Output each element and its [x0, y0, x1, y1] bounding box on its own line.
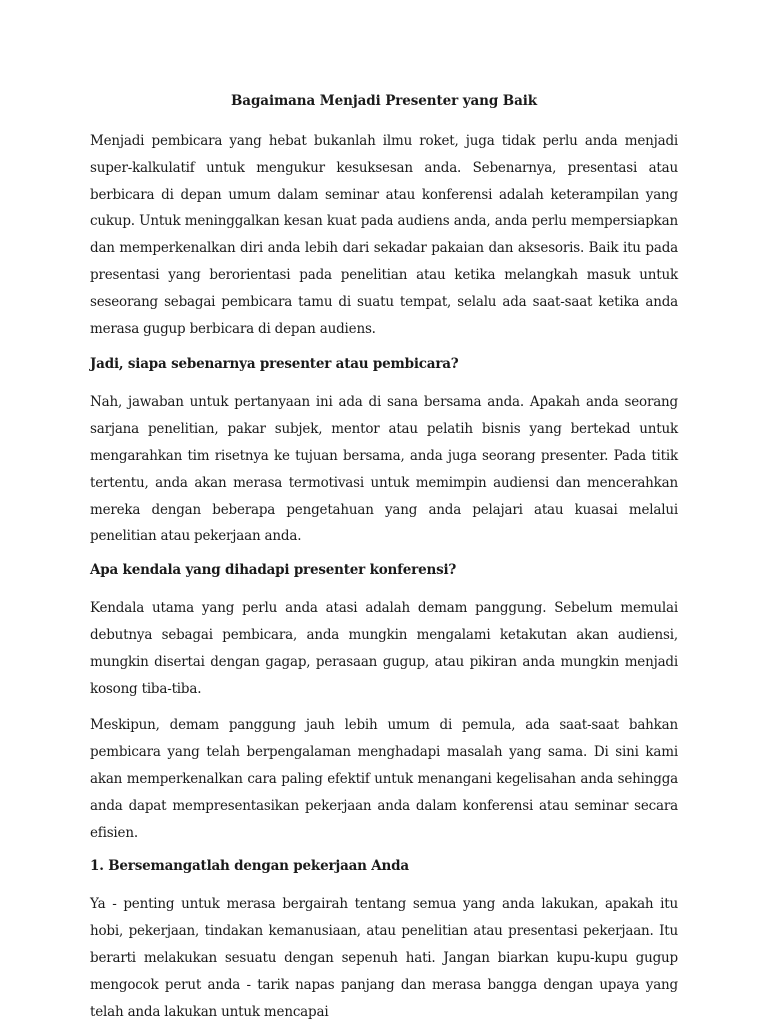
heading-tip-1: 1. Bersemangatlah dengan pekerjaan Anda — [90, 858, 409, 875]
paragraph-passion: Ya - penting untuk merasa bergairah tentang semua yang anda lakukan, apakah itu hobi, pekerjaan, tindakan kemanusiaan, atau penelitian atau presentasi pekerjaan. Itu berarti melakukan sesuatu dengan sepenuh hati. Jangan biarkan kupu-kupu gugup mengocok perut anda - tarik napas panjang dan merasa bangga dengan upaya yang telah anda lakukan untuk mencapai — [90, 896, 678, 1020]
heading-who-is-presenter: Jadi, siapa sebenarnya presenter atau pembicara? — [90, 356, 459, 373]
paragraph-stage-fright: Kendala utama yang perlu anda atasi adalah demam panggung. Sebelum memulai debutnya sebagai pembicara, anda mungkin mengalami ketakutan akan audiensi, mungkin disertai dengan gagap, perasaan gugup, atau pikiran anda mungkin menjadi kosong tiba-tiba. — [90, 600, 678, 697]
document-body — [90, 92, 678, 1035]
heading-obstacles: Apa kendala yang dihadapi presenter konferensi? — [90, 562, 457, 579]
paragraph-answer: Nah, jawaban untuk pertanyaan ini ada di sana bersama anda. Apakah anda seorang sarjana penelitian, pakar subjek, mentor atau pelatih bisnis yang bertekad untuk mengarahkan tim risetnya ke tujuan bersama, anda juga seorang presenter. Pada titik tertentu, anda akan merasa termotivasi untuk memimpin audiensi dan mencerahkan mereka dengan beberapa pengetahuan yang anda pelajari atau kuasai melalui penelitian atau pekerjaan anda. — [90, 394, 678, 545]
paragraph-intro: Menjadi pembicara yang hebat bukanlah ilmu roket, juga tidak perlu anda menjadi super-kalkulatif untuk mengukur kesuksesan anda. Sebenarnya, presentasi atau berbicara di depan umum dalam seminar atau konferensi adalah keterampilan yang cukup. Untuk meninggalkan kesan kuat pada audiens anda, anda perlu mempersiapkan dan memperkenalkan diri anda lebih dari sekadar pakaian dan aksesoris. Baik itu pada presentasi yang berorientasi pada penelitian atau ketika melangkah masuk untuk seseorang sebagai pembicara tamu di suatu tempat, selalu ada saat-saat ketika anda merasa gugup berbicara di depan audiens. — [90, 133, 678, 337]
document-title: Bagaimana Menjadi Presenter yang Baik — [231, 93, 537, 109]
paragraph-beginners: Meskipun, demam panggung jauh lebih umum di pemula, ada saat-saat bahkan pembicara yang telah berpengalaman menghadapi masalah yang sama. Di sini kami akan memperkenalkan cara paling efektif untuk menangani kegelisahan anda sehingga anda dapat mempresentasikan pekerjaan anda dalam konferensi atau seminar secara efisien. — [90, 717, 678, 841]
